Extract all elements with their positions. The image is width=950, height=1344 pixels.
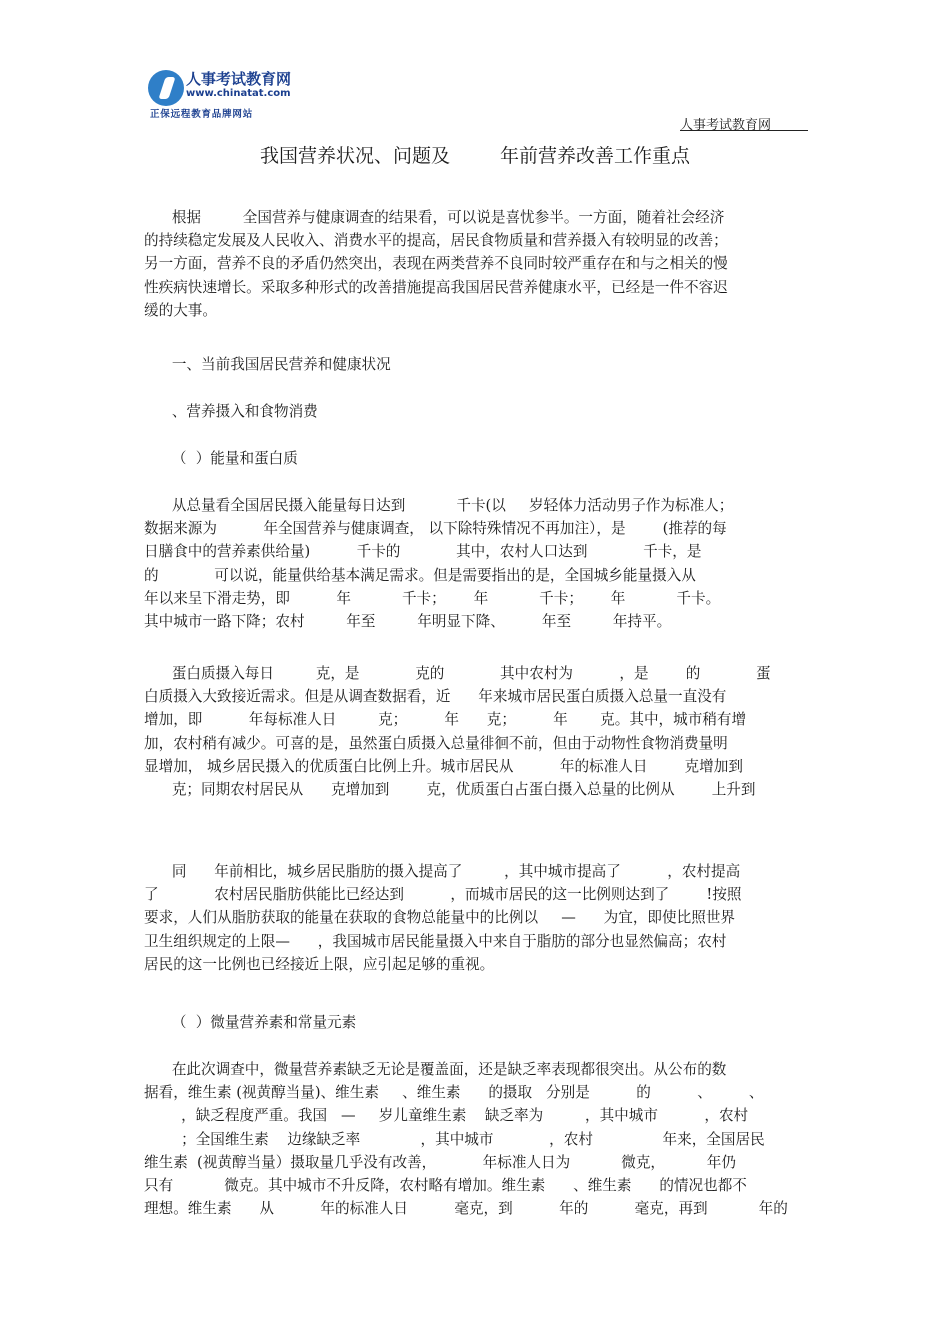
paragraph-2-line-1: 一、当前我国居民营养和健康状况 [144, 356, 391, 373]
paragraph-9-line-4: ；全国维生素 边缘缺乏率 ，其中城市 ，农村 年来，全国居民 [144, 1130, 765, 1148]
paragraph-6-line-1: 蛋白质摄入每日 克，是 克的 其中农村为 ，是 的 蛋 [144, 665, 771, 682]
paragraph-6-line-6: 克；同期农村居民从 克增加到 克，优质蛋白占蛋白摄入总量的比例从 上升到 [144, 781, 756, 798]
paragraph-1-line-5: 缓的大事。 [144, 301, 217, 319]
paragraph-5-line-4: 的 可以说，能量供给基本满足需求。但是需要指出的是，全国城乡能量摄入从 [144, 566, 696, 584]
paragraph-5-line-5: 年以来呈下滑走势，即 年 千卡； 年 千卡； 年 千卡。 [144, 589, 721, 607]
paragraph-5-line-3: 日膳食中的营养素供给量) 千卡的 其中，农村人口达到 千卡，是 [144, 543, 702, 561]
paragraph-5-line-2: 数据来源为 年全国营养与健康调查， 以下除特殊情况不再加注），是 (推荐的每 [144, 520, 727, 538]
paragraph-8-line-1: （ ）微量营养素和常量元素 [144, 1014, 357, 1031]
paragraph-1-line-2: 的持续稳定发展及人民收入、消费水平的提高，居民食物质量和营养摄入有较明显的改善； [144, 232, 728, 250]
paragraph-9-line-2: 据看，维生素 (视黄醇当量)、维生素 、维生素 的摄取 分别是 的 、 、 [144, 1084, 764, 1102]
paragraph-6-line-5: 显增加， 城乡居民摄入的优质蛋白比例上升。城市居民从 年的标准人日 克增加到 [144, 757, 743, 775]
paragraph-9-line-3: ，缺乏程度严重。我国 — 岁儿童维生素 缺乏率为 ，其中城市 ，农村 [144, 1107, 749, 1125]
paragraph-1-line-3: 另一方面，营养不良的矛盾仍然突出，表现在两类营养不良同时较严重存在和与之相关的慢 [144, 255, 728, 273]
paragraph-9-line-6: 只有 微克。其中城市不升反降，农村略有增加。维生素 、维生素 的情况也都不 [144, 1177, 747, 1194]
title-part-2: 年前营养改善工作重点 [500, 145, 691, 167]
paragraph-6-line-3: 增加，即 年每标准人日 克； 年 克； 年 克。其中，城市稍有增 [144, 711, 747, 729]
paragraph-6-line-2: 白质摄入大致接近需求。但是从调查数据看，近 年来城市居民蛋白质摄入总量一直没有 [144, 688, 727, 706]
paragraph-3-line-1: 、营养摄入和食物消费 [144, 403, 318, 420]
header-rule [680, 130, 808, 131]
paragraph-9-line-5: 维生素 (视黄醇当量）摄取量几乎没有改善， 年标准人日为 微克， 年仍 [144, 1153, 736, 1171]
paragraph-5-line-6: 其中城市一路下降；农村 年至 年明显下降、 年至 年持平。 [144, 613, 672, 630]
paragraph-9-line-7: 理想。维生素 从 年的标准人日 毫克，到 年的 毫克，再到 年的 [144, 1200, 788, 1218]
logo-slogan: 正保远程教育品牌网站 [150, 109, 254, 120]
runner-logo-icon [148, 70, 184, 106]
paragraph-6-line-4: 加，农村稍有减少。可喜的是，虽然蛋白质摄入总量徘徊不前，但由于动物性食物消费量明 [144, 734, 728, 752]
paragraph-7-line-2: 了 农村居民脂肪供能比已经达到 ，而城市居民的这一比例则达到了 !按照 [144, 886, 742, 904]
title-part-1: 我国营养状况、问题及 [259, 145, 450, 167]
paragraph-1-line-1: 根据 全国营养与健康调查的结果看，可以说是喜忧参半。一方面，随着社会经济 [144, 209, 725, 226]
paragraph-4-line-1: （ ）能量和蛋白质 [144, 450, 298, 467]
paragraph-1-line-4: 性疾病快速增长。采取多种形式的改善措施提高我国居民营养健康水平，已经是一件不容迟 [144, 278, 728, 296]
logo-url: www.chinatat.com [186, 88, 291, 99]
paragraph-9-line-1: 在此次调查中，微量营养素缺乏无论是覆盖面，还是缺乏率表现都很突出。从公布的数 [144, 1061, 727, 1078]
paragraph-7-line-4: 卫生组织规定的上限— ，我国城市居民能量摄入中来自于脂肪的部分也显然偏高；农村 [144, 932, 727, 950]
paragraph-7-line-3: 要求，人们从脂肪获取的能量在获取的食物总能量中的比例以 — 为宜，即使比照世界 [144, 909, 736, 927]
page-title [0, 141, 950, 168]
paragraph-7-line-5: 居民的这一比例也已经接近上限，应引起足够的重视。 [144, 955, 495, 973]
logo-name: 人事考试教育网 [186, 70, 292, 88]
paragraph-7-line-1: 同 年前相比，城乡居民脂肪的摄入提高了 ，其中城市提高了 ，农村提高 [144, 863, 741, 880]
paragraph-5-line-1: 从总量看全国居民摄入能量每日达到 千卡(以 岁轻体力活动男子作为标准人； [144, 497, 734, 514]
site-logo[interactable] [148, 66, 292, 122]
header-site-name: 人事考试教育网 [680, 118, 772, 133]
